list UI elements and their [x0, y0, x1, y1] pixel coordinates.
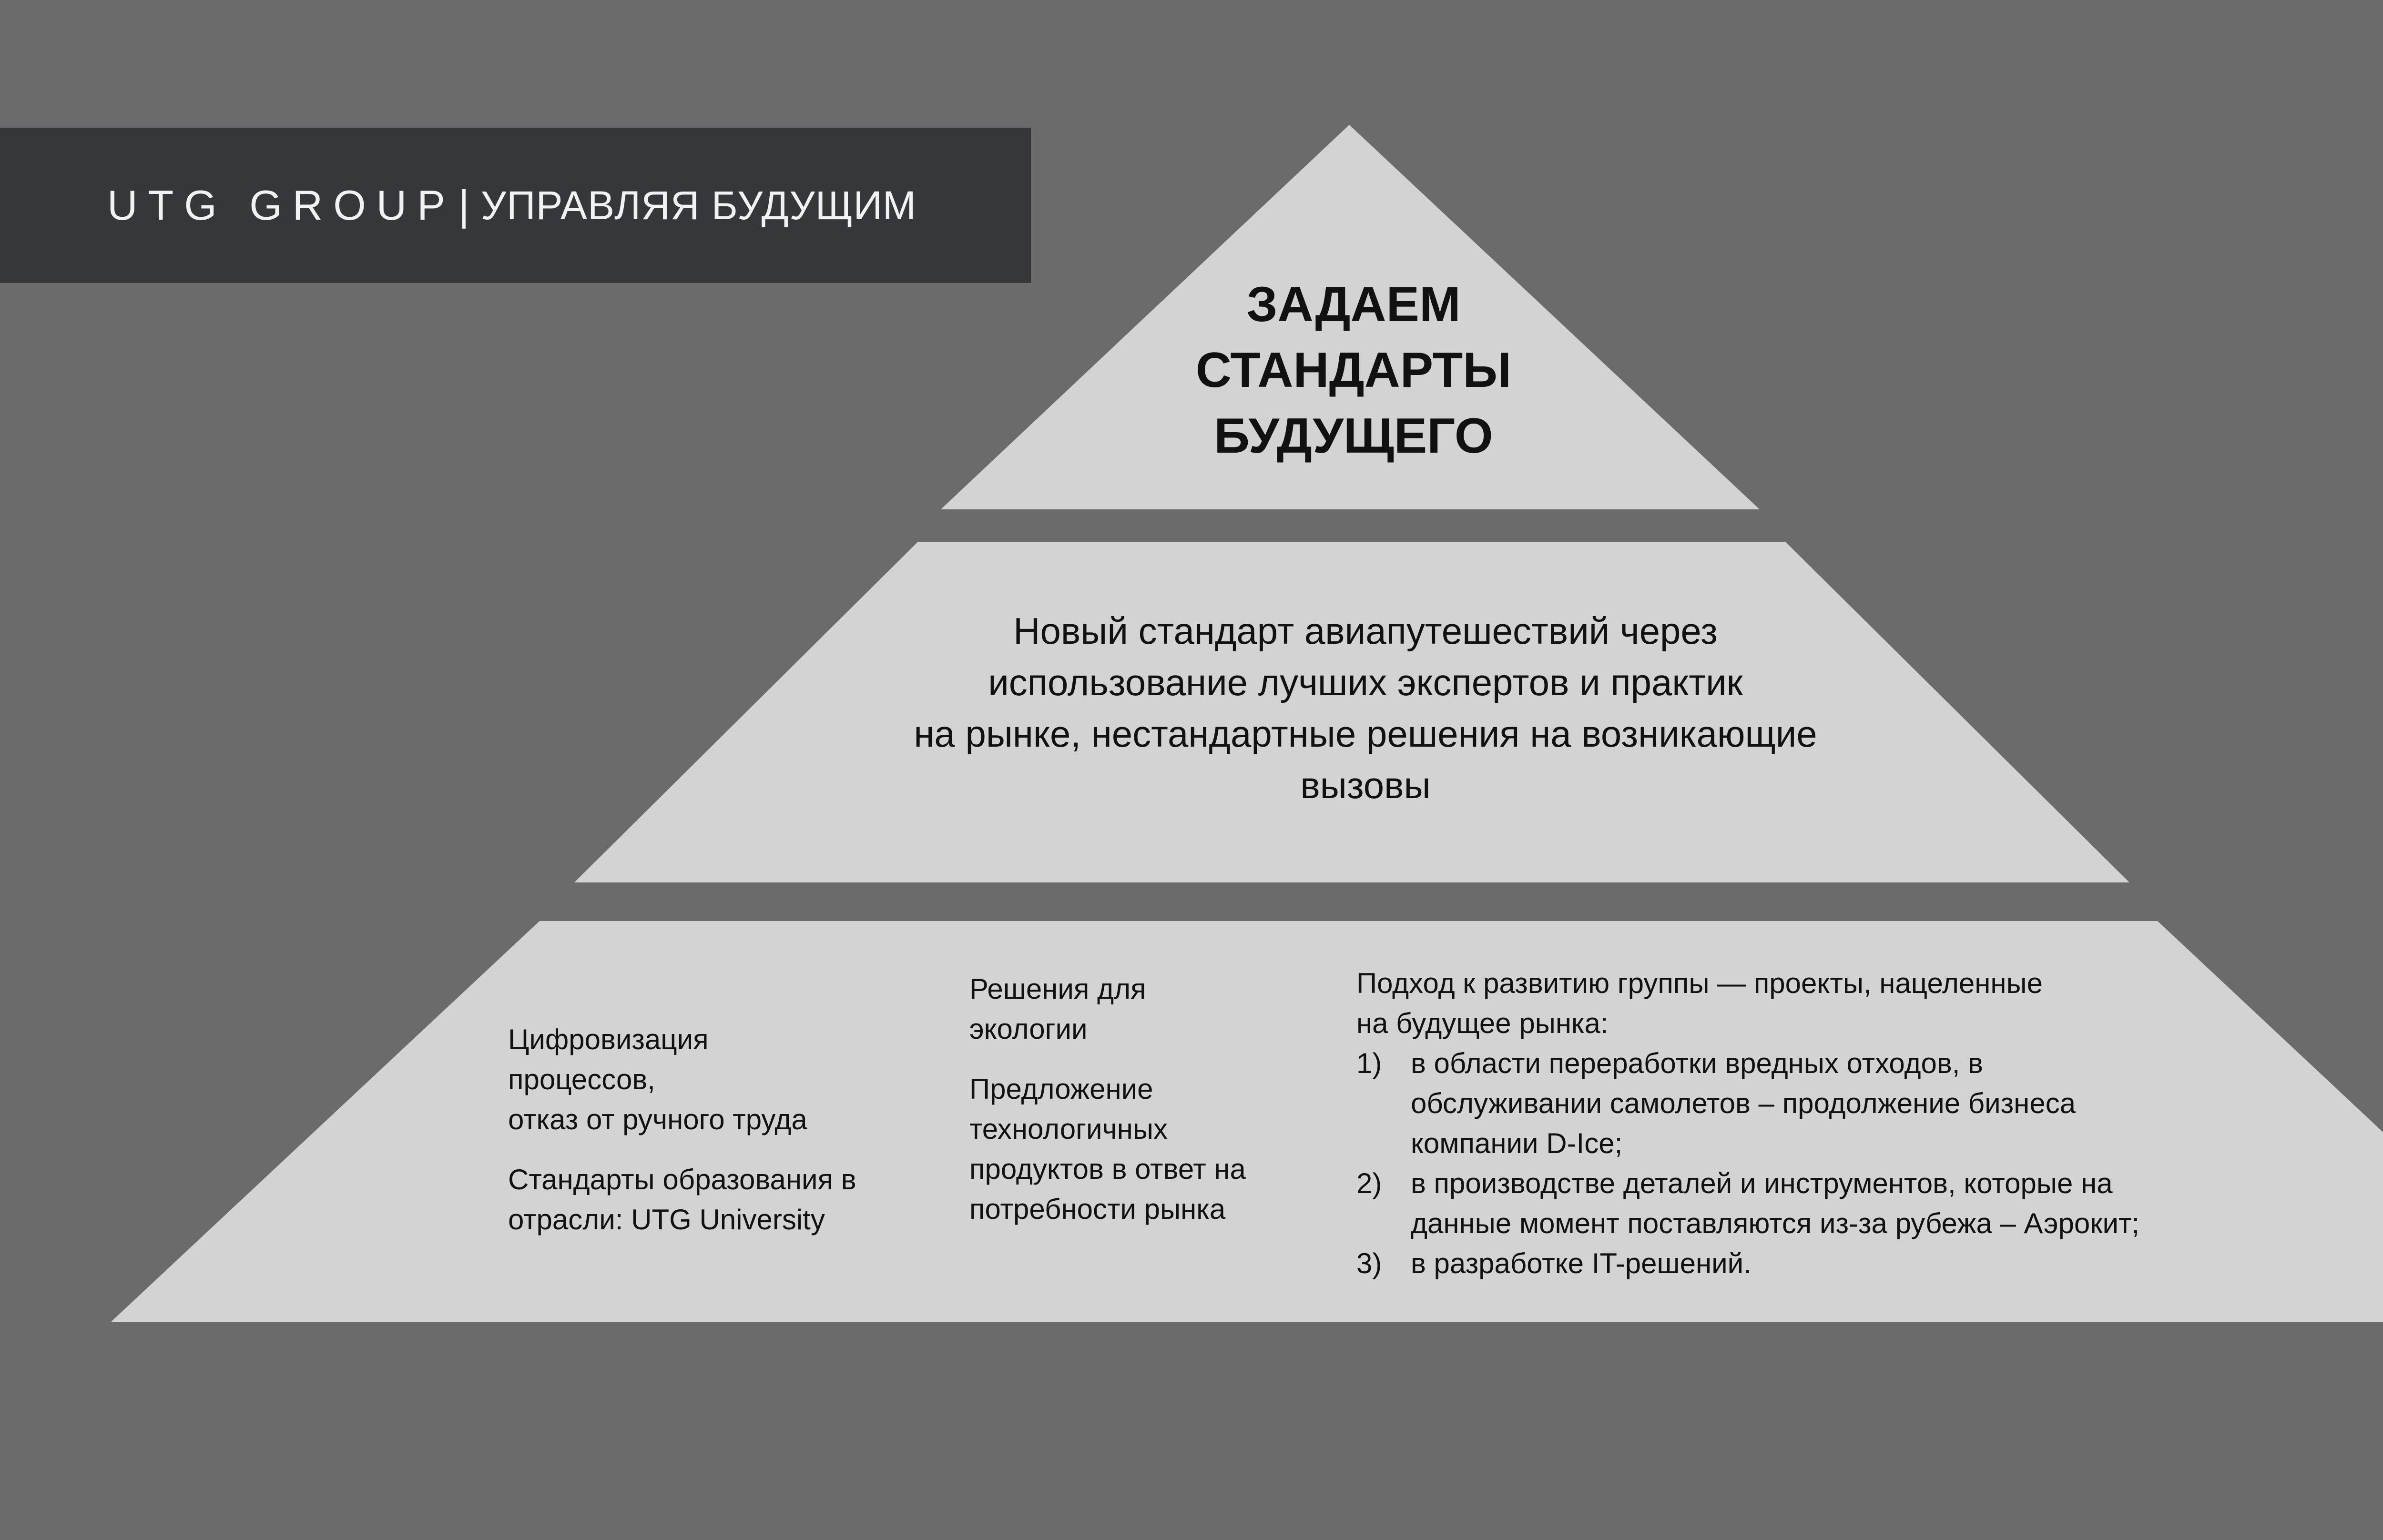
header-bar — [0, 128, 1031, 283]
middle-tier-line: использование лучших экспертов и практик — [988, 661, 1743, 703]
numbered-list-item — [1356, 1244, 2139, 1284]
list-number: 3) — [1356, 1247, 1382, 1279]
list-number: 1) — [1356, 1047, 1382, 1079]
top-tier-line: ЗАДАЕМ — [1246, 277, 1461, 332]
base-text-line: в области переработки вредных отходов, в — [1411, 1047, 1983, 1079]
base-column-digitalization — [508, 1020, 856, 1240]
list-item-text — [1411, 1244, 1752, 1284]
base-text-line: на будущее рынка: — [1356, 1007, 1609, 1039]
base-text-line: экологии — [969, 1013, 1088, 1045]
middle-tier-line: Новый стандарт авиапутешествий через — [1013, 610, 1718, 652]
base-text-line: обслуживании самолетов – продолжение бизнеса — [1411, 1087, 2076, 1119]
base-text-line: компании D-Ice; — [1411, 1127, 1623, 1159]
numbered-list-item — [1356, 1164, 2139, 1244]
base-text-line: Цифровизация — [508, 1023, 709, 1055]
base-text-line: данные момент поставляются из-за рубежа – Аэрокит; — [1411, 1207, 2140, 1239]
top-tier-text — [1115, 272, 1592, 469]
spacer — [508, 1140, 856, 1160]
base-text-line: Решения для — [969, 973, 1146, 1005]
top-tier-line: СТАНДАРТЫ — [1195, 343, 1512, 398]
list-item-text — [1411, 1164, 2139, 1244]
base-text-line: в разработке IT-решений. — [1411, 1247, 1752, 1279]
header-slogan: УПРАВЛЯЯ БУДУЩИМ — [480, 182, 917, 228]
base-text-line: Подход к развитию группы — проекты, нацеленные — [1356, 967, 2043, 999]
list-number: 2) — [1356, 1167, 1382, 1199]
base-text-line: продуктов в ответ на — [969, 1153, 1246, 1185]
base-text-line: в производстве деталей и инструментов, которые на — [1411, 1167, 2113, 1199]
base-text-line: отрасли: UTG University — [508, 1204, 825, 1236]
middle-tier-text — [858, 605, 1873, 811]
base-text-line: Предложение — [969, 1073, 1153, 1105]
base-column-group-approach — [1356, 963, 2139, 1284]
base-column-ecology — [969, 969, 1246, 1229]
base-text-line: технологичных — [969, 1113, 1168, 1145]
base-text-line: процессов, — [508, 1064, 655, 1095]
base-text-line: Стандарты образования в — [508, 1164, 856, 1196]
spacer — [969, 1049, 1246, 1069]
list-item-text — [1411, 1044, 2076, 1164]
header-separator: | — [458, 182, 469, 229]
numbered-list-item — [1356, 1044, 2139, 1164]
base-text-line: потребности рынка — [969, 1193, 1226, 1225]
middle-tier-line: на рынке, нестандартные решения на возникающие — [914, 713, 1817, 755]
middle-tier-line: вызовы — [1300, 764, 1431, 806]
top-tier-line: БУДУЩЕГО — [1214, 408, 1493, 464]
brand-name: UTG GROUP — [107, 182, 456, 229]
base-text-line: отказ от ручного труда — [508, 1104, 807, 1135]
